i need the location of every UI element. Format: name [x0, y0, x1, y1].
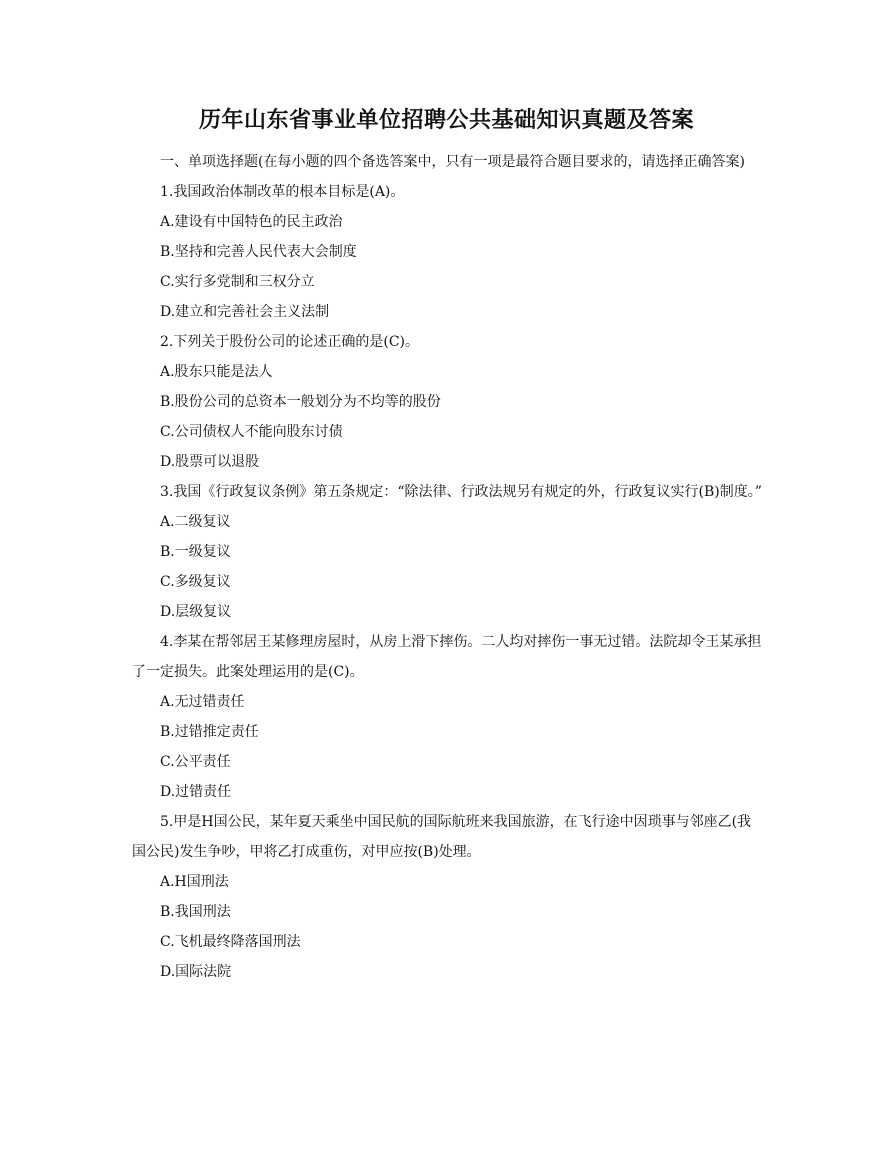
answer-option: C.实行多党制和三权分立	[160, 274, 315, 290]
answer-option: B.过错推定责任	[160, 724, 259, 740]
answer-option: C.公平责任	[160, 754, 231, 770]
answer-option: C.飞机最终降落国刑法	[160, 934, 301, 950]
answer-option: B.一级复议	[160, 544, 231, 560]
question-stem: 1.我国政治体制改革的根本目标是(A)。	[160, 184, 405, 200]
question-stem: 3.我国《行政复议条例》第五条规定：“除法律、行政法规另有规定的外，行政复议实行(B)制度。”	[160, 484, 762, 500]
section-heading: 一、单项选择题(在每小题的四个备选答案中，只有一项是最符合题目要求的，请选择正确答案)	[160, 154, 745, 170]
answer-option: C.多级复议	[160, 574, 231, 590]
answer-option: A.建设有中国特色的民主政治	[160, 214, 343, 230]
answer-option: A.H国刑法	[160, 874, 229, 890]
question-stem: 2.下列关于股份公司的论述正确的是(C)。	[160, 334, 419, 350]
answer-option: C.公司债权人不能向股东讨债	[160, 424, 343, 440]
question-stem: 4.李某在帮邻居王某修理房屋时，从房上滑下摔伤。二人均对摔伤一事无过错。法院却令王某承担了一定损失。此案处理运用的是(C)。	[132, 634, 762, 680]
answer-option: B.坚持和完善人民代表大会制度	[160, 244, 357, 260]
answer-option: D.层级复议	[160, 604, 232, 620]
answer-option: A.无过错责任	[160, 694, 245, 710]
answer-option: A.二级复议	[160, 514, 231, 530]
answer-option: B.股份公司的总资本一般划分为不均等的股份	[160, 394, 441, 410]
question-stem: 5.甲是H国公民，某年夏天乘坐中国民航的国际航班来我国旅游，在飞行途中因琐事与邻座乙(我国公民)发生争吵，甲将乙打成重伤，对甲应按(B)处理。	[132, 814, 752, 860]
document-body	[132, 147, 764, 987]
answer-option: A.股东只能是法人	[160, 364, 273, 380]
answer-option: D.建立和完善社会主义法制	[160, 304, 330, 320]
answer-option: D.过错责任	[160, 784, 232, 800]
answer-option: D.国际法院	[160, 964, 232, 980]
document-title: 历年山东省事业单位招聘公共基础知识真题及答案	[198, 107, 694, 133]
answer-option: B.我国刑法	[160, 904, 231, 920]
answer-option: D.股票可以退股	[160, 454, 260, 470]
